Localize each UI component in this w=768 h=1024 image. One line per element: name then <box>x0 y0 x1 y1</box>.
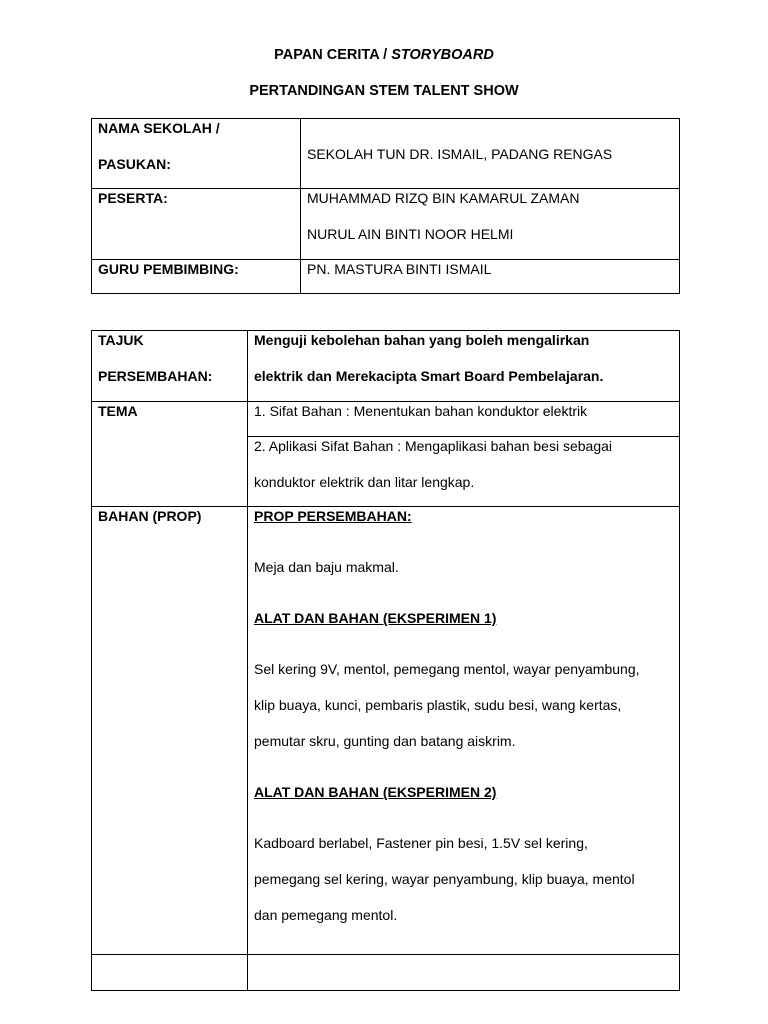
exp2-line2: pemegang sel kering, wayar penyambung, klip buaya, mentol <box>254 871 635 887</box>
materials-value-cell <box>248 507 680 955</box>
exp1-line1: Sel kering 9V, mentol, pemegang mentol, wayar penyambung, <box>254 661 640 677</box>
info-table <box>91 118 680 294</box>
materials-label: BAHAN (PROP) <box>98 508 202 524</box>
table-row <box>92 402 680 437</box>
exp1-line2: klip buaya, kunci, pembaris plastik, sudu besi, wang kertas, <box>254 697 622 713</box>
exp2-line1: Kadboard berlabel, Fastener pin besi, 1.5V sel kering, <box>254 835 588 851</box>
table-row <box>92 189 680 260</box>
title-value-cell <box>248 331 680 402</box>
participant-2: NURUL AIN BINTI NOOR HELMI <box>307 226 514 242</box>
document-title <box>0 47 768 63</box>
empty-cell <box>92 955 248 991</box>
detail-table <box>91 330 680 991</box>
table-row <box>92 119 680 189</box>
materials-label-cell <box>92 507 248 955</box>
title-value-line1: Menguji kebolehan bahan yang boleh mengalirkan <box>254 332 590 348</box>
table-row <box>92 331 680 402</box>
title-italic: STORYBOARD <box>391 47 494 63</box>
prop-heading: PROP PERSEMBAHAN: <box>254 508 412 524</box>
participants-label-cell <box>92 189 301 260</box>
title-value-line2: elektrik dan Merekacipta Smart Board Pembelajaran. <box>254 368 604 384</box>
exp1-line3: pemutar skru, gunting dan batang aiskrim. <box>254 733 516 749</box>
title-label-line2: PERSEMBAHAN: <box>98 368 213 384</box>
school-value: SEKOLAH TUN DR. ISMAIL, PADANG RENGAS <box>307 145 613 162</box>
table-row <box>92 955 680 991</box>
document-subtitle: PERTANDINGAN STEM TALENT SHOW <box>249 83 519 99</box>
exp1-heading: ALAT DAN BAHAN (EKSPERIMEN 1) <box>254 610 497 626</box>
theme-2-line1: 2. Aplikasi Sifat Bahan : Mengaplikasi bahan besi sebagai <box>254 438 613 454</box>
teacher-label: GURU PEMBIMBING: <box>98 261 239 277</box>
theme-1-cell <box>248 402 680 437</box>
theme-2-line2: konduktor elektrik dan litar lengkap. <box>254 474 475 490</box>
teacher-value-cell <box>301 260 680 294</box>
school-label-line2: PASUKAN: <box>98 156 171 172</box>
table-row <box>92 260 680 294</box>
title-prefix: PAPAN CERITA / <box>274 47 392 63</box>
title-label-cell <box>92 331 248 402</box>
participants-label: PESERTA: <box>98 190 168 206</box>
school-label-cell <box>92 119 301 189</box>
theme-label: TEMA <box>98 403 138 419</box>
table-row <box>92 507 680 955</box>
participants-value-cell <box>301 189 680 260</box>
participant-1: MUHAMMAD RIZQ BIN KAMARUL ZAMAN <box>307 190 580 206</box>
teacher-value: PN. MASTURA BINTI ISMAIL <box>307 261 492 277</box>
exp2-line3: dan pemegang mentol. <box>254 907 398 923</box>
school-value-cell <box>301 119 680 189</box>
title-label-line1: TAJUK <box>98 332 144 348</box>
theme-label-cell <box>92 402 248 507</box>
teacher-label-cell <box>92 260 301 294</box>
school-label-line1: NAMA SEKOLAH / <box>98 120 220 136</box>
theme-2-cell <box>248 437 680 507</box>
theme-1: 1. Sifat Bahan : Menentukan bahan konduktor elektrik <box>254 403 588 419</box>
prop-text: Meja dan baju makmal. <box>254 559 399 575</box>
exp2-heading: ALAT DAN BAHAN (EKSPERIMEN 2) <box>254 784 497 800</box>
empty-cell <box>248 955 680 991</box>
